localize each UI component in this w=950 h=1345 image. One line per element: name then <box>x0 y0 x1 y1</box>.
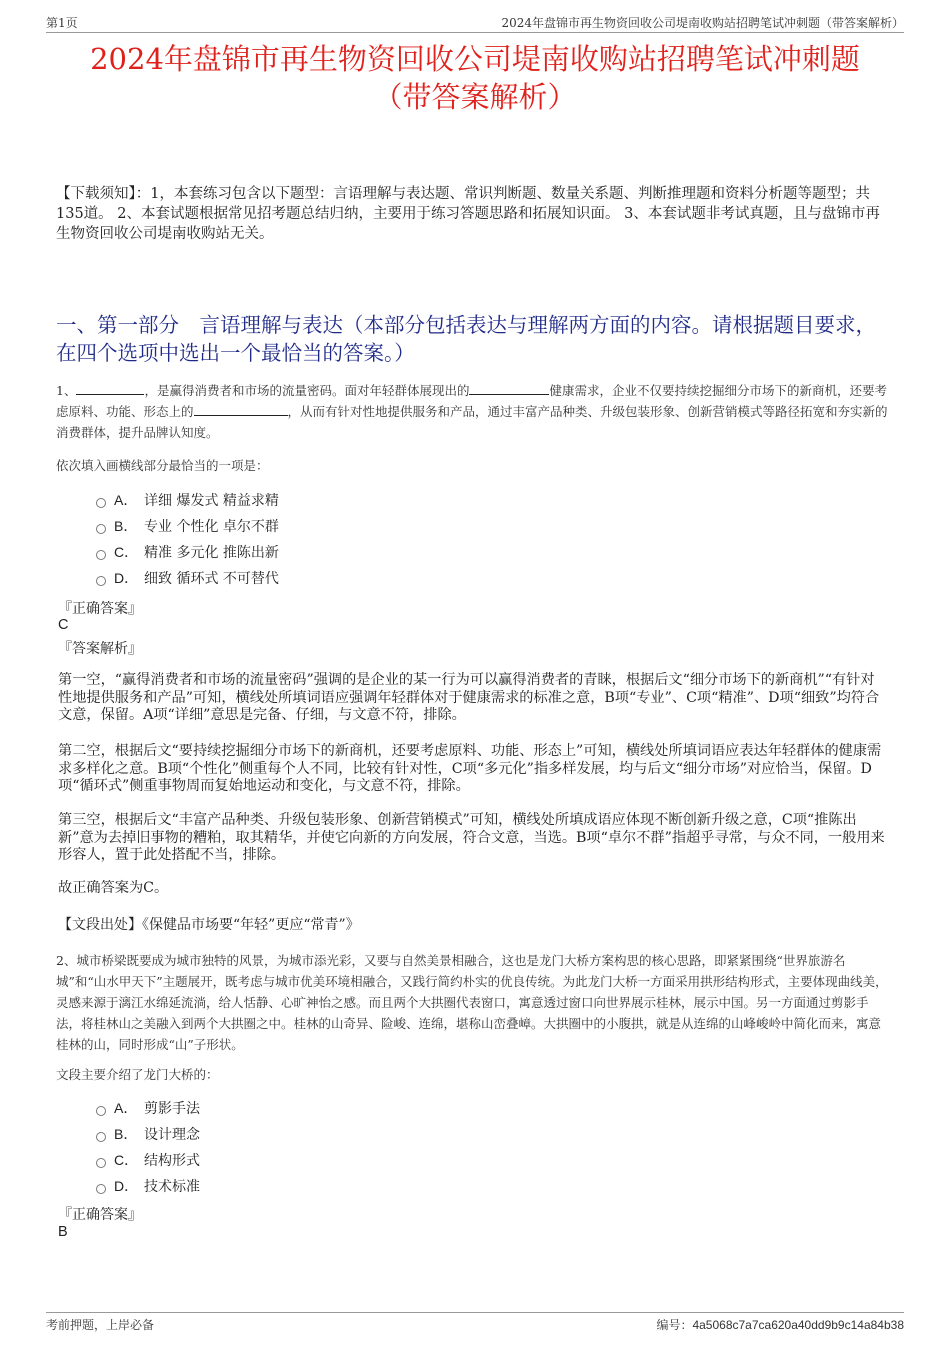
stem-segment-2: 健康需求，企业不仅要持续挖掘细分市场下的新商机，还要考虑原料、功能、形态上的 <box>56 383 887 419</box>
code-value: 4a5068c7a7ca620a40dd9b9c14a84b38 <box>692 1318 904 1332</box>
code-label: 编号： <box>656 1318 693 1332</box>
document-title <box>40 40 910 116</box>
stem-segment-1: ，是赢得消费者和市场的流量密码。面对年轻群体展现出的 <box>144 383 470 398</box>
correct-answer-label: 『正确答案』 <box>58 1207 142 1223</box>
page-footer <box>46 1312 904 1335</box>
radio-icon[interactable] <box>96 1158 106 1168</box>
passage-source: 【文段出处】《保健品市场要“年轻”更应“常青”》 <box>58 917 360 933</box>
correct-answer-label: 『正确答案』 <box>58 601 142 617</box>
footer-code <box>656 1316 904 1333</box>
analysis-conclusion: 故正确答案为C。 <box>58 880 169 896</box>
option-b[interactable]: B． 专业 个性化 卓尔不群 <box>96 515 279 537</box>
radio-icon[interactable] <box>96 550 106 560</box>
page-number: 第1页 <box>46 16 78 30</box>
question-2-stem: 2、城市桥梁既要成为城市独特的风景，为城市添光彩，又要与自然美景相融合，这也是龙门大桥方案构思的核心思路，即紧紧围绕“世界旅游名城”和“山水甲天下”主题展开，既考虑与城市优美环境相融合，又践行简约朴实的优良传统。为此龙门大桥一方面采用拱形结构形式，主要体现曲线美，灵感来源于漓江水绵延流淌，给人恬静、心旷神怡之感。而且两个大拱圈代表窗口，寓意透过窗口向世界展示桂林，展示中国。另一方面通过剪影手法，将桂林山之美融入到两个大拱圈之中。桂林的山奇异、险峻、连绵，堪称山峦叠嶂。大拱圈中的小腹拱，就是从连绵的山峰峻岭中简化而来，寓意桂林的山，同时形成“山”子形状。 <box>56 953 888 1052</box>
option-c[interactable]: C． 结构形式 <box>96 1149 200 1171</box>
question-2-prompt: 文段主要介绍了龙门大桥的： <box>56 1067 219 1082</box>
section-heading: 一、第一部分 言语理解与表达（本部分包括表达与理解两方面的内容。请根据题目要求，在四个选项中选出一个最恰当的答案。） <box>56 313 876 365</box>
radio-icon[interactable] <box>96 1106 106 1116</box>
radio-icon[interactable] <box>96 1184 106 1194</box>
page-header <box>46 14 904 33</box>
analysis-paragraph-1: 第一空，“赢得消费者和市场的流量密码”强调的是企业的某一行为可以赢得消费者的青睐，根据后文“细分市场下的新商机”“有针对性地提供服务和产品”可知，横线处所填词语应强调年轻群体对于健康需求的标准之意，B项“专业”、C项“精准”、D项“细致”均符合文意，保留。A项“详细”意思是完备、仔细，与文意不符，排除。 <box>58 672 880 723</box>
radio-icon[interactable] <box>96 524 106 534</box>
fill-blank-3 <box>194 401 288 416</box>
stem-segment-3: ，从而有针对性地提供服务和产品，通过丰富产品种类、升级包装形象、创新营销模式等路径拓宽和夯实新的消费群体，提升品牌认知度。 <box>56 404 888 440</box>
option-d[interactable]: D． 细致 循环式 不可替代 <box>96 567 279 589</box>
question-1-stem <box>56 380 892 443</box>
analysis-label: 『答案解析』 <box>58 641 142 657</box>
header-doc-title: 2024年盘锦市再生物资回收公司堤南收购站招聘笔试冲刺题（带答案解析） <box>501 16 904 30</box>
correct-answer: B <box>58 1224 68 1240</box>
title-line-2: （带答案解析） <box>373 80 577 114</box>
analysis-paragraph-3: 第三空，根据后文“丰富产品种类、升级包装形象、创新营销模式”可知，横线处所填成语应体现不断创新升级之意，C项“推陈出新”意为去掉旧事物的糟粕，取其精华，并使它向新的方向发展，符合文意，当选。B项“卓尔不群”指超乎寻常，与众不同，一般用来形容人，置于此处搭配不当，排除。 <box>58 812 885 863</box>
option-a[interactable]: A． 详细 爆发式 精益求精 <box>96 489 279 511</box>
radio-icon[interactable] <box>96 498 106 508</box>
title-line-1: 2024年盘锦市再生物资回收公司堤南收购站招聘笔试冲刺题 <box>90 42 860 76</box>
download-notice: 【下载须知】：1，本套练习包含以下题型：言语理解与表达题、常识判断题、数量关系题、判断推理题和资料分析题等题型；共135道。 2、本套试题根据常见招考题总结归纳，主要用于练习答题思路和拓展知识面。 3、本套试题非考试真题，且与盘锦市再生物资回收公司堤南收购站无关。 <box>56 186 880 242</box>
option-a[interactable]: A． 剪影手法 <box>96 1097 200 1119</box>
fill-blank-1 <box>76 380 144 395</box>
question-number: 1、 <box>56 383 77 398</box>
footer-slogan: 考前押题，上岸必备 <box>46 1318 155 1332</box>
radio-icon[interactable] <box>96 1132 106 1142</box>
option-b[interactable]: B． 设计理念 <box>96 1123 200 1145</box>
radio-icon[interactable] <box>96 576 106 586</box>
fill-blank-2 <box>469 380 549 395</box>
option-c[interactable]: C． 精准 多元化 推陈出新 <box>96 541 279 563</box>
analysis-paragraph-2: 第二空，根据后文“要持续挖掘细分市场下的新商机，还要考虑原料、功能、形态上”可知，横线处所填词语应表达年轻群体的健康需求多样化之意。B项“个性化”侧重每个人不同，比较有针对性，C项“多元化”指多样发展，均与后文“细分市场”对应恰当，保留。D项“循环式”侧重事物周而复始地运动和变化，与文意不符，排除。 <box>58 743 882 794</box>
correct-answer: C <box>58 617 69 633</box>
option-d[interactable]: D． 技术标准 <box>96 1175 200 1197</box>
question-1-prompt: 依次填入画横线部分最恰当的一项是： <box>56 458 269 473</box>
